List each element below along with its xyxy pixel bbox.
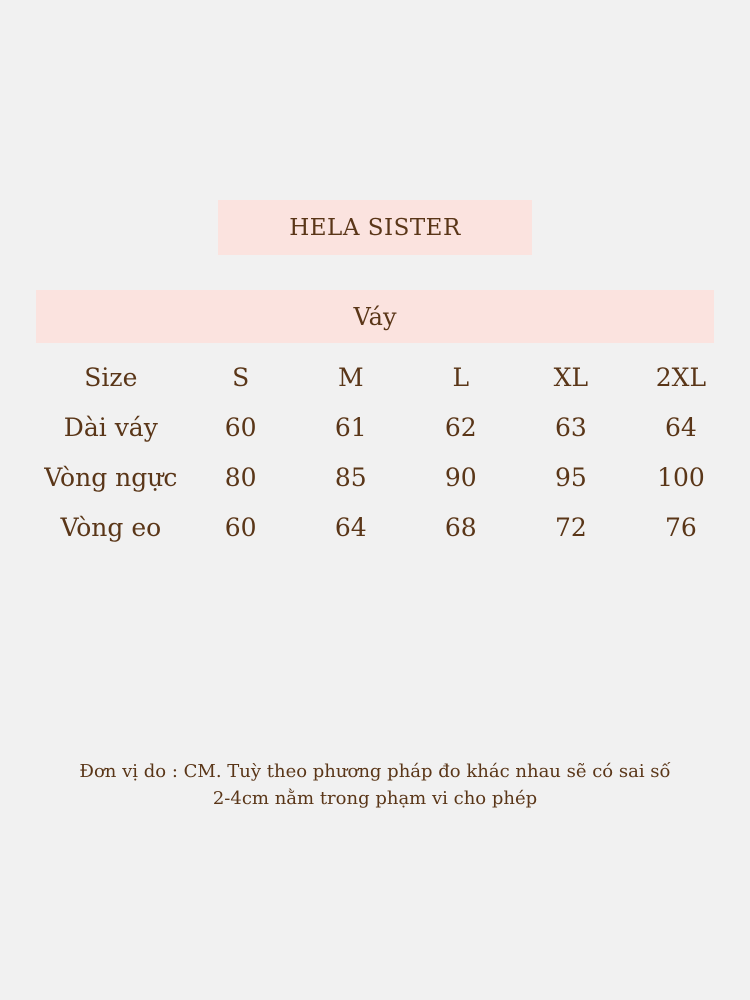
measurement-note-line-1: Đơn vị do : CM. Tuỳ theo phương pháp đo khác nhau sẽ có sai số [79,761,671,782]
size-header-l: L [452,362,470,392]
table-cell: 63 [554,412,587,442]
table-cell: 62 [444,412,477,442]
size-table [36,352,736,552]
size-header-xl: XL [553,362,589,392]
table-cell: 80 [224,462,257,492]
brand-title: HELA SISTER [289,214,461,241]
table-cell: 72 [554,512,587,542]
table-cell: 76 [665,512,697,542]
table-cell: 90 [444,462,477,492]
measurement-note-line-2: 2-4cm nằm trong phạm vi cho phép [212,788,538,809]
row-label-vong-eo: Vòng eo [60,512,162,542]
table-row [36,502,736,552]
size-header-row [36,352,736,402]
table-row [36,452,736,502]
size-header-m: M [337,362,364,392]
table-cell: 61 [334,412,367,442]
table-cell: 60 [224,412,257,442]
table-cell: 64 [665,412,697,442]
table-cell: 64 [334,512,367,542]
size-header-label: Size [84,362,138,392]
table-cell: 100 [657,462,705,492]
table-cell: 95 [554,462,587,492]
measurement-note [0,758,750,812]
table-cell: 68 [444,512,477,542]
row-label-vong-nguc: Vòng ngực [44,462,178,492]
category-title: Váy [353,302,397,331]
table-cell: 60 [224,512,257,542]
row-label-dai-vay: Dài váy [63,412,158,442]
size-header-2xl: 2XL [655,362,707,392]
table-row [36,402,736,452]
table-cell: 85 [334,462,367,492]
size-header-s: S [232,362,250,392]
brand-title-box [218,200,532,255]
category-bar [36,290,714,343]
